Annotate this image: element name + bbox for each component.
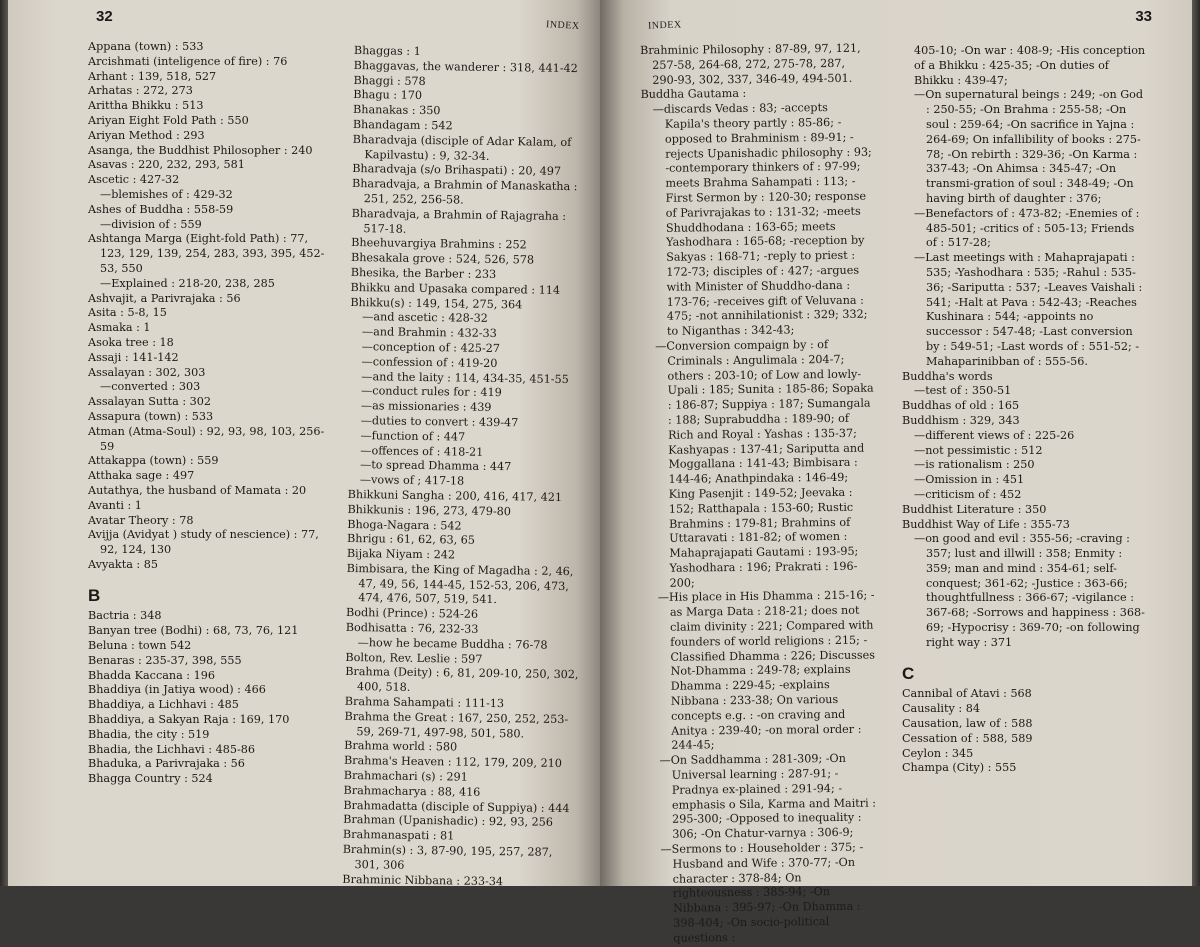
index-entry: Arhatas : 272, 273 [88, 84, 193, 98]
index-entry: Buddhist Way of Life : 355-73 [902, 517, 1070, 531]
index-entry: Brahminic Philosophy : 87-89, 97, 121, 257-58, 264-68, 272, 275-78, 287, 290-93, 302, 337, 346-49, 494-501. [640, 41, 861, 87]
index-entry: Champa (City) : 555 [902, 761, 1017, 775]
index-entry: Asavas : 220, 232, 293, 581 [88, 158, 245, 172]
index-subentry: —His place in His Dhamma : 215-16; -as Marga Data : 218-21; does not claim divinity : 221; Compared with founders of world religions : 215; -Classified Dhamma : 226; Discusses Not-Dhamma : 249-78; explains Dhamma : 229-45; -explains Nibbana : 233-38; On various concepts e.g. : -on craving and Anitya : 239-40; -on moral order : 244-45; [657, 589, 876, 753]
index-entry: Ashvajit, a Parivrajaka : 56 [88, 291, 241, 305]
index-entry: Bhoga-Nagara : 542 [347, 517, 462, 533]
index-entry: Appana (town) : 533 [88, 40, 204, 53]
index-entry: Brahma world : 580 [344, 739, 458, 754]
index-entry: Asoka tree : 18 [88, 335, 174, 349]
index-entry: Bijaka Niyam : 242 [346, 547, 456, 562]
index-entry: Bhikku and Upasaka compared : 114 [350, 280, 561, 297]
index-entry: Cannibal of Atavi : 568 [902, 687, 1032, 701]
index-entry: Bheehuvargiya Brahmins : 252 [351, 236, 527, 252]
index-entry: Ariyan Method : 293 [88, 128, 205, 142]
index-entry: Assapura (town) : 533 [88, 409, 214, 423]
index-subentry: —On Saddhamma : 281-309; -On Universal learning : 287-91; -Pradnya ex-plained : 291-94; -emphasis o Sila, Karma and Maitri : 295-300; -Opposed to inequality : 306; -On Chatur-varnya : 306-9; [659, 752, 877, 841]
index-entry: Buddhist Literature : 350 [902, 502, 1047, 516]
index-subentry: —and Brahmin : 432-33 [361, 325, 497, 341]
index-subentry: —on good and evil : 355-56; -craving : 357; lust and illwill : 358; Enmity : 359; man and mind : 354-61; self-conquest; 361-62; -Justice : 363-66; thoughtfullness : 366-67; -vigilance : 367-68; -Sorrows and happiness : 368-69; -Hypocrisy : 369-70; -on following right way : 371 [914, 532, 1145, 649]
page-number-right: 33 [1135, 8, 1152, 25]
index-subentry: —function of : 447 [360, 428, 466, 444]
index-subentry: —discards Vedas : 83; -accepts Kapila's theory partly : 85-86; -opposed to Brahminism : 89-91; -rejects Upanishadic philosophy : 93; -contemporary thinkers of : 97-99; meets Brahma Sahampati : 113; -First Sermon by : 120-30; response of Parivrajakas to : 131-32; -meets Shuddhodana : 163-65; meets Yashodhara : 165-68; -reception by Sakyas : 168-71; -reply to priest : 172-73; disciples of : 427; -argues with Minister of Shuddho-dana : 173-76; -receives gift of Veluvana : 475; -not annihilationist : 329; 332; to Niganthas : 342-43; [652, 101, 872, 338]
index-column-4 [902, 44, 1146, 776]
index-entry: Assaji : 141-142 [88, 350, 179, 364]
index-subentry: —and ascetic : 428-32 [362, 310, 488, 326]
index-entry: Bhanakas : 350 [352, 103, 441, 118]
index-entry: Assalayan : 302, 303 [88, 365, 206, 379]
index-entry: Bhagu : 170 [353, 88, 423, 103]
section-letter-b: B [88, 585, 101, 605]
index-entry: Avatar Theory : 78 [88, 513, 194, 527]
index-entry: Avijja (Avidyat ) study of nescience) : 77, 92, 124, 130 [88, 528, 319, 557]
section-letter-c: C [902, 663, 915, 683]
index-entry: Bhesika, the Barber : 233 [350, 265, 497, 281]
index-entry: Bhikkuni Sangha : 200, 416, 417, 421 [347, 487, 563, 504]
index-entry: Brahma's Heaven : 112, 179, 209, 210 [343, 754, 562, 771]
index-subentry: —converted : 303 [100, 380, 201, 394]
index-subentry: 405-10; -On war : 408-9; -His conception of a Bhikku : 425-35; -On duties of Bhikku : 439-47; [914, 44, 1146, 87]
running-head-left: INDEX [546, 19, 581, 32]
index-entry: Bhaggi : 578 [353, 73, 426, 88]
index-subentry: —to spread Dhamma : 447 [360, 458, 512, 474]
index-subentry: —Last meetings with : Mahaprajapati : 535; -Yashodhara : 535; -Rahul : 535-36; -Sariputta : 537; -Leaves Vaishali : 541; -Halt at Pava : 542-43; -Reaches Kushinara : 544; -appoints no successor : 547-48; -Last conversion by : 549-51; -Last words of : 551-52; -Mahaparinibban of : 555-56. [914, 251, 1143, 368]
index-subentry: —different views of : 225-26 [914, 428, 1075, 442]
index-entry: Brahmanaspati : 81 [342, 828, 455, 843]
index-entry: Atman (Atma-Soul) : 92, 93, 98, 103, 256-59 [88, 424, 325, 453]
index-entry: Banyan tree (Bodhi) : 68, 73, 76, 121 [88, 624, 299, 638]
book-edge-right [1192, 0, 1200, 886]
index-subentry: —how he became Buddha : 76-78 [357, 635, 548, 652]
index-subentry: —conception of : 425-27 [361, 340, 500, 356]
index-entry: Asmaka : 1 [88, 321, 151, 335]
index-entry: Asita : 5-8, 15 [88, 306, 167, 320]
index-entry: Brahman (Upanishadic) : 92, 93, 256 [343, 813, 554, 830]
index-column-3 [640, 42, 881, 947]
index-entry: Bharadvaja, a Brahmin of Manaskatha : 251, 252, 256-58. [351, 177, 578, 207]
index-entry: Bhaggavas, the wanderer : 318, 441-42 [353, 58, 578, 75]
index-subentry: —vows of ; 417-18 [359, 473, 465, 488]
index-entry: Arhant : 139, 518, 527 [88, 69, 217, 83]
index-entry: Brahminic Nibbana : 233-34 [342, 872, 504, 888]
index-entry: Ashtanga Marga (Eight-fold Path) : 77, 123, 129, 139, 254, 283, 393, 395, 452-53, 550 [88, 232, 325, 275]
index-entry: Arittha Bhikku : 513 [88, 99, 204, 113]
index-entry: Bactria : 348 [88, 609, 162, 623]
index-entry: Arcishmati (inteligence of fire) : 76 [88, 54, 288, 68]
index-entry: Brahma Sahampati : 111-13 [344, 694, 505, 711]
index-entry: Buddhism : 329, 343 [902, 413, 1020, 427]
index-subentry: —offences of : 418-21 [360, 443, 484, 459]
index-subentry: —Benefactors of : 473-82; -Enemies of : 485-501; -critics of : 505-13; Friends of : 517-28; [914, 206, 1140, 250]
book-edge-left [0, 0, 8, 886]
index-column-2 [342, 44, 590, 891]
index-entry: Bhaddiya (in Jatiya wood) : 466 [88, 683, 266, 697]
index-entry: Ariyan Eight Fold Path : 550 [88, 113, 249, 127]
index-entry: Causality : 84 [902, 702, 980, 716]
index-subentry: —not pessimistic : 512 [914, 443, 1043, 457]
index-entry: Bodhi (Prince) : 524-26 [345, 606, 479, 622]
index-entry: Bharadvaja, a Brahmin of Rajagraha : 517-18. [351, 206, 567, 236]
index-entry: Autathya, the husband of Mamata : 20 [88, 483, 307, 497]
index-entry: Cessation of : 588, 589 [902, 731, 1033, 745]
index-subentry: —On supernatural beings : 249; -on God : 250-55; -On Brahma : 255-58; -On soul : 259-64; -On sacrifice in Yajna : 264-69; On infallibility of books : 275-78; -On rebirth : 329-36; -On Karma : 337-43; -On Ahimsa : 345-47; -On transmi-gration of soul : 348-49; -On having birth of daughter : 376; [914, 88, 1144, 205]
index-entry: Bharadvaja (disciple of Adar Kalam, of Kapilvastu) : 9, 32-34. [352, 132, 572, 163]
index-entry: Bhaggas : 1 [353, 44, 421, 58]
index-entry: Bhaddiya, a Lichhavi : 485 [88, 698, 239, 712]
index-entry: Ascetic : 427-32 [88, 173, 180, 187]
index-entry: Bolton, Rev. Leslie : 597 [345, 650, 483, 666]
index-entry: Bhikkunis : 196, 273, 479-80 [347, 502, 512, 518]
index-subentry: —division of : 559 [100, 217, 202, 231]
index-subentry: —Conversion compaign by : of Criminals : Angulimala : 204-7; others : 203-10; of Low and lowly-Upali : 185; Sunita : 185-86; Sopaka : 186-87; Suppiya : 187; Sumangala : 188; Suprabuddha : 189-90; of Rich and Royal : Yashas : 135-37; Kashyapas : 137-41; Sariputta and Moggallana : 141-43; Bimbisara : 144-46; Anathpindaka : 146-49; King Pasenjit : 149-52; Jeevaka : 152; Ratthapala : 153-60; Rustic Brahmins : 179-81; Brahmins of Uttaravati : 181-82; of women : Mahaprajapati Gautami : 193-95; Yashodhara : 196; Prakrati : 196-200; [655, 337, 874, 590]
index-entry: Bimbisara, the King of Magadha : 2, 46, 47, 49, 56, 144-45, 152-53, 206, 473, 474, 476, 507, 519, 541. [346, 561, 574, 607]
index-entry: Bhadda Kaccana : 196 [88, 668, 215, 682]
index-subentry: —and the laity : 114, 434-35, 451-55 [361, 369, 569, 386]
index-entry: Brahma the Great : 167, 250, 252, 253-59, 269-71, 497-98, 501, 580. [344, 709, 569, 741]
index-entry: Assalayan Sutta : 302 [88, 395, 211, 409]
index-entry: Bhesakala grove : 524, 526, 578 [350, 251, 535, 267]
index-entry: Avyakta : 85 [88, 557, 158, 571]
index-entry: Bhadia, the city : 519 [88, 727, 210, 741]
index-subentry: —Explained : 218-20, 238, 285 [100, 276, 275, 290]
index-entry: Buddha's words [902, 369, 993, 383]
index-subentry: —conduct rules for : 419 [361, 384, 502, 400]
index-entry: Benaras : 235-37, 398, 555 [88, 653, 242, 667]
index-subentry: —is rationalism : 250 [914, 458, 1035, 472]
index-subentry: —test of : 350-51 [914, 384, 1012, 398]
index-entry: Brahmin(s) : 3, 87-90, 195, 257, 287, 301, 306 [342, 842, 553, 872]
index-entry: Avanti : 1 [88, 498, 142, 512]
index-entry: Bhrigu : 61, 62, 63, 65 [347, 532, 476, 548]
index-entry: Causation, law of : 588 [902, 717, 1033, 731]
index-entry: Asanga, the Buddhist Philosopher : 240 [88, 143, 313, 157]
index-subentry: —duties to convert : 439-47 [360, 414, 519, 430]
index-entry: Bhandagam : 542 [352, 117, 453, 133]
index-entry: Bhikku(s) : 149, 154, 275, 364 [350, 295, 523, 311]
index-entry: Brahmachari (s) : 291 [343, 768, 468, 784]
index-entry: Buddha Gautama : [640, 87, 747, 102]
index-subentry: —confession of : 419-20 [361, 354, 498, 370]
index-entry: Beluna : town 542 [88, 639, 192, 653]
index-subentry: —Omission in : 451 [914, 473, 1025, 487]
index-entry: Brahma (Deity) : 6, 81, 209-10, 250, 302, 400, 518. [345, 665, 579, 695]
index-entry: Bodhisatta : 76, 232-33 [345, 621, 479, 636]
index-subentry: —as missionaries : 439 [360, 399, 492, 415]
index-entry: Ashes of Buddha : 558-59 [88, 202, 234, 216]
index-entry: Brahmacharya : 88, 416 [343, 783, 481, 799]
index-subentry: —Sermons to : Householder : 375; -Husband and Wife : 370-77; -On character : 378-84; On righteousness : 385-94; -On Nibbana : 395-97; -On Dhamma : 398-404; -On socio-political questions : [660, 840, 864, 945]
right-page [600, 0, 1192, 945]
index-entry: Bhaduka, a Parivrajaka : 56 [88, 757, 245, 771]
index-entry: Attakappa (town) : 559 [88, 454, 219, 468]
index-entry: Brahmadatta (disciple of Suppiya) : 444 [343, 798, 570, 815]
index-entry: Bhaddiya, a Sakyan Raja : 169, 170 [88, 713, 290, 727]
index-entry: Ceylon : 345 [902, 746, 974, 760]
index-entry: Bharadvaja (s/o Brihaspati) : 20, 497 [352, 162, 562, 179]
index-subentry: —blemishes of : 429-32 [100, 187, 233, 201]
index-column-1 [88, 40, 336, 787]
left-page [8, 0, 600, 886]
index-entry: Buddhas of old : 165 [902, 399, 1020, 413]
index-entry: Bhadia, the Lichhavi : 485-86 [88, 742, 255, 756]
running-head-right: INDEX [647, 19, 682, 32]
index-entry: Bhagga Country : 524 [88, 772, 213, 786]
index-subentry: —criticism of : 452 [914, 487, 1022, 501]
page-number-left: 32 [96, 8, 113, 25]
index-entry: Atthaka sage : 497 [88, 469, 195, 483]
